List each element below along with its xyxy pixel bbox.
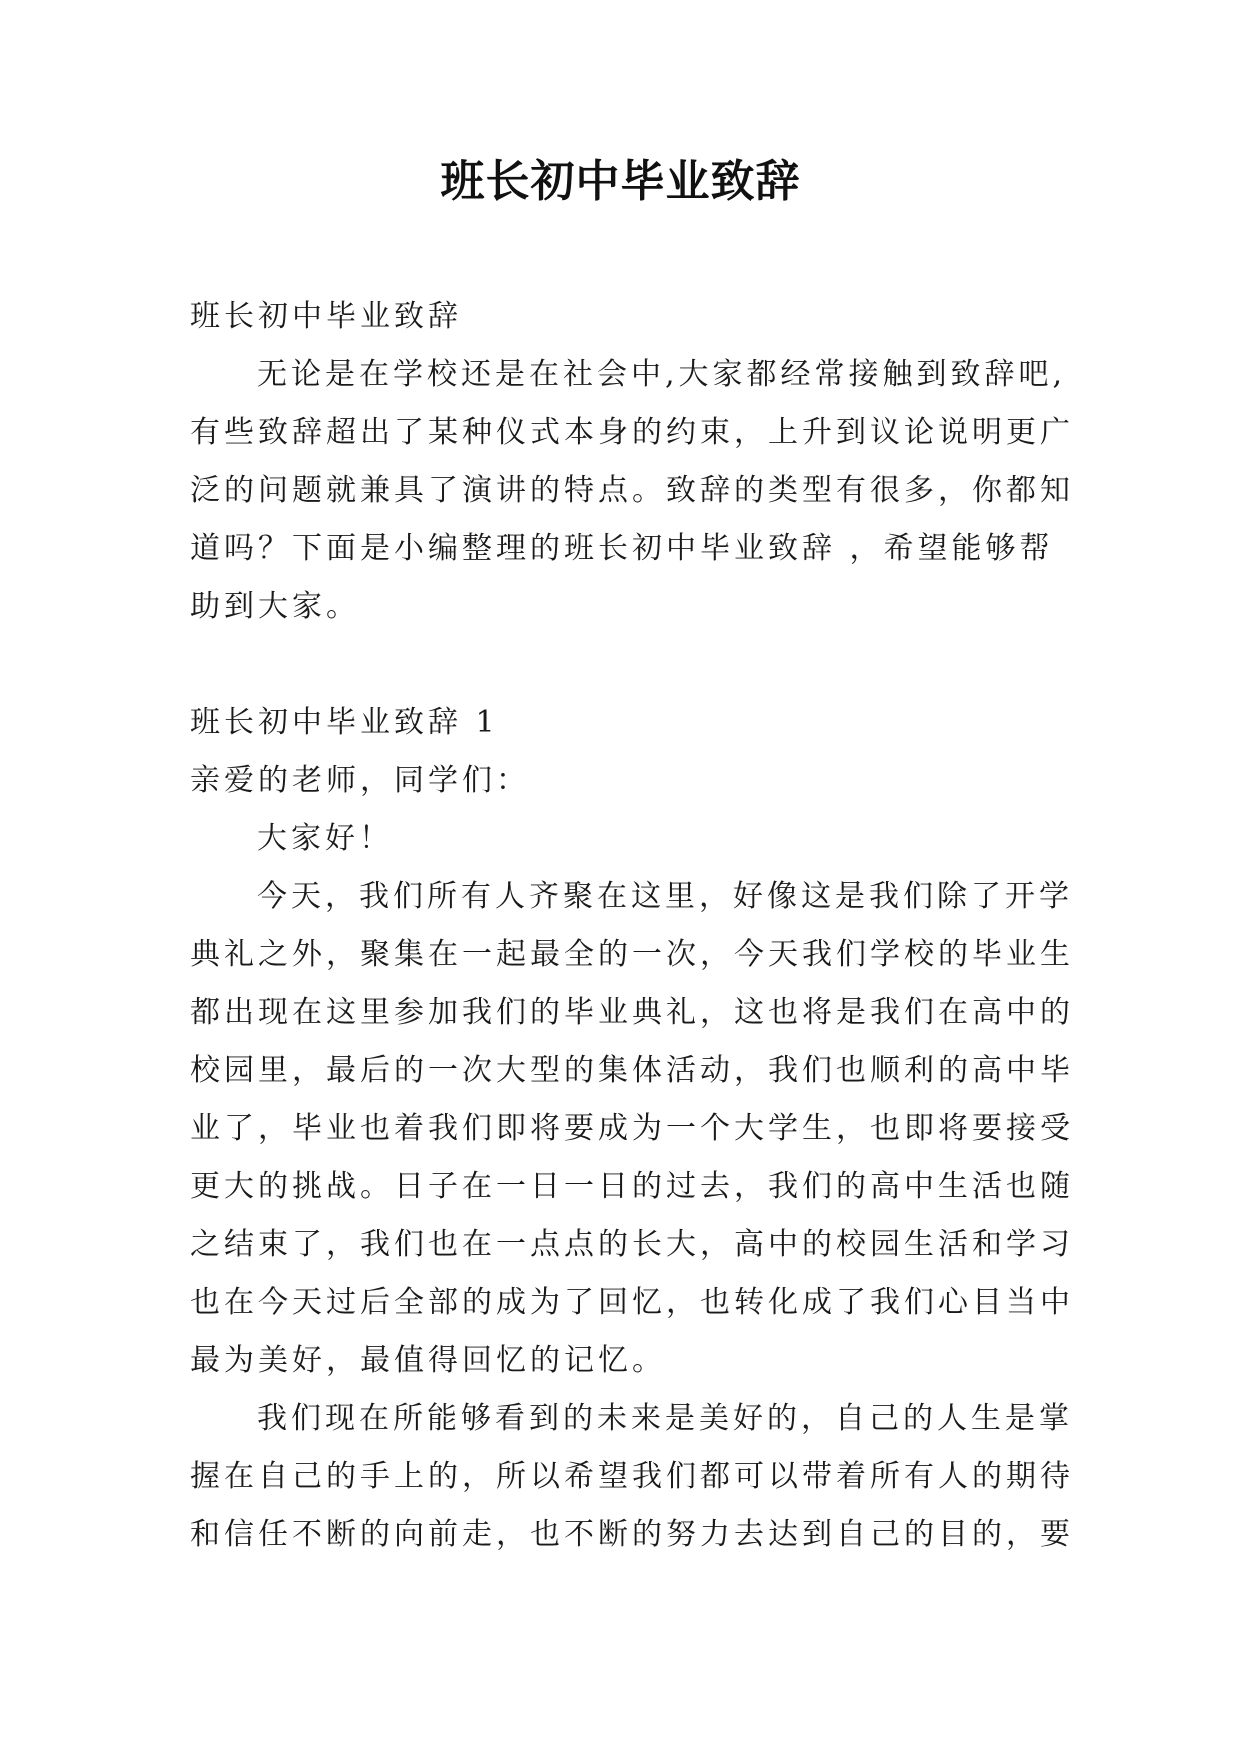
intro-line: 无论是在学校还是在社会中,大家都经常接触到致辞吧, [257,357,1067,392]
intro-line: 助到大家。 [190,589,360,624]
salutation: 亲爱的老师，同学们： [190,763,530,798]
greeting: 大家好！ [257,821,393,856]
intro-paragraph [190,346,1074,636]
paragraph-line: 今天，我们所有人齐聚在这里，好像这是我们除了开学 [257,879,1073,914]
paragraph-line: 之结束了，我们也在一点点的长大，高中的校园生活和学习 [190,1227,1074,1262]
intro-line: 泛的问题就兼具了演讲的特点。致辞的类型有很多，你都知 [190,473,1074,508]
paragraph-line: 都出现在这里参加我们的毕业典礼，这也将是我们在高中的 [190,995,1074,1030]
paragraph-line: 握在自己的手上的，所以希望我们都可以带着所有人的期待 [190,1459,1074,1494]
paragraph-line: 和信任不断的向前走，也不断的努力去达到自己的目的，要 [190,1517,1074,1552]
document-subtitle: 班长初中毕业致辞 [190,299,462,334]
paragraph-line: 最为美好，最值得回忆的记忆。 [190,1343,666,1378]
body-paragraph-1 [190,868,1074,1390]
body-paragraph-2 [190,1390,1074,1564]
paragraph-line: 典礼之外，聚集在一起最全的一次，今天我们学校的毕业生 [190,937,1074,972]
intro-line: 有些致辞超出了某种仪式本身的约束，上升到议论说明更广 [190,415,1074,450]
document-title: 班长初中毕业致辞 [440,156,801,207]
intro-line: 道吗？下面是小编整理的班长初中毕业致辞 ，希望能够帮 [190,531,1054,566]
paragraph-line: 校园里，最后的一次大型的集体活动，我们也顺利的高中毕 [190,1053,1074,1088]
paragraph-line: 也在今天过后全部的成为了回忆，也转化成了我们心目当中 [190,1285,1074,1320]
document-body [190,288,1074,1564]
paragraph-line: 我们现在所能够看到的未来是美好的，自己的人生是掌 [257,1401,1073,1436]
paragraph-line: 业了，毕业也着我们即将要成为一个大学生，也即将要接受 [190,1111,1074,1146]
section-heading: 班长初中毕业致辞 1 [190,705,499,740]
paragraph-line: 更大的挑战。日子在一日一日的过去，我们的高中生活也随 [190,1169,1074,1204]
